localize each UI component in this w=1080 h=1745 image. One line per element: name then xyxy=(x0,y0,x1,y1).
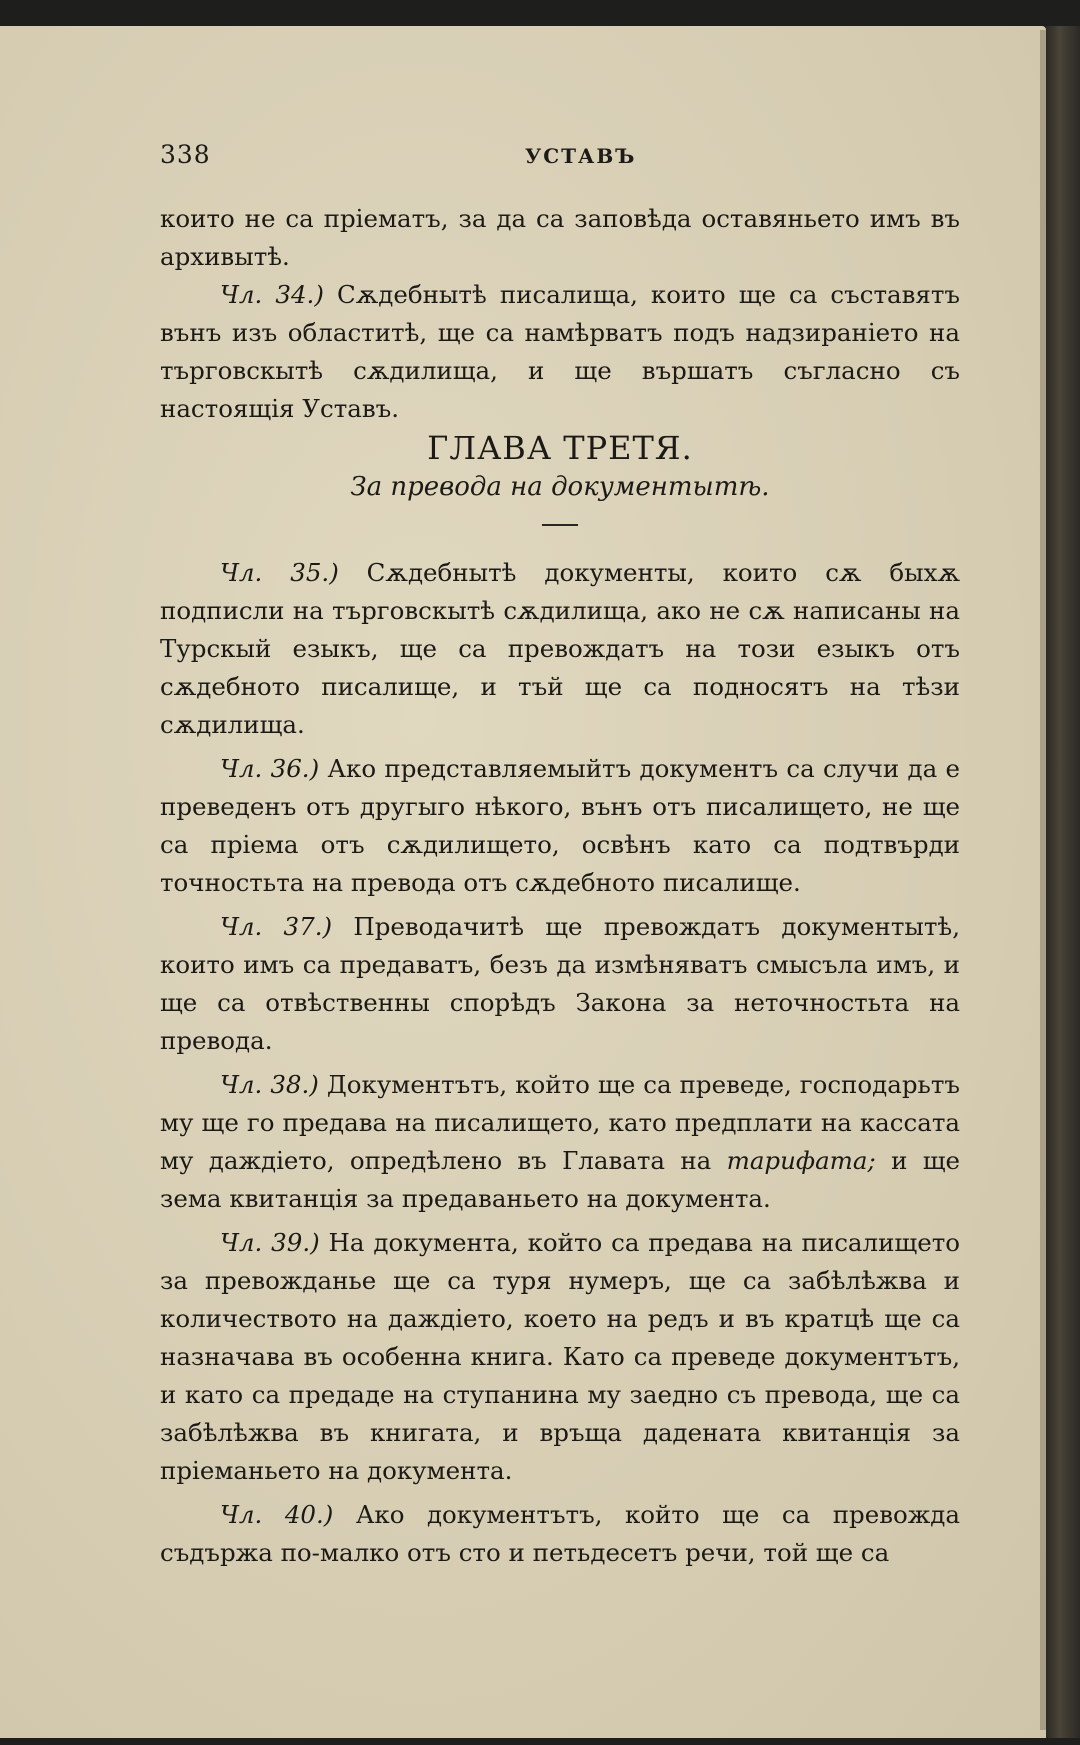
divider xyxy=(542,524,578,526)
article-35-label: Чл. 35.) xyxy=(220,558,339,587)
article-37-label: Чл. 37.) xyxy=(220,912,333,941)
article-35: Чл. 35.) Сѫдебнытѣ документы, които сѫ быхѫ подписли на търговскытѣ сѫдилища, ако не сѫ написаны на Турскый езыкъ, ще са превождатъ на този езыкъ отъ сѫдебното писалище, и тъй ще са подносятъ на тѣзи сѫдилища. xyxy=(160,558,960,739)
page-number: 338 xyxy=(160,140,211,169)
chapter-subtitle: За превода на документытѣ. xyxy=(350,472,770,502)
article-38-label: Чл. 38.) xyxy=(220,1070,319,1099)
article-39: Чл. 39.) На документа, който са предава на писалището за превожданье ще са туря нумеръ, ще са забѣлѣжва и количеството на даждіето, което на редъ и въ кратцѣ ще са назначава въ особенна книга. Като са преведе документътъ, и като са предаде на ступанина му заедно съ превода, ще са забѣлѣжва въ книгата, и връща дадената квитанція за пріеманьето на документа. xyxy=(160,1228,960,1485)
article-34: Чл. 34.) Сѫдебнытѣ писалища, които ще са съставятъ вънъ изъ областитѣ, ще са намѣрватъ подъ надзираніето на търговскытѣ сѫдилища, и ще вършатъ съгласно съ настоящія Уставъ. xyxy=(160,280,961,423)
article-36: Чл. 36.) Ако представляемыйтъ документъ са случи да е преведенъ отъ другыго нѣкого, вънъ отъ писалището, не ще са пріема отъ сѫдилището, освѣнъ като са подтвърди точностьта на превода отъ сѫдебното писалище. xyxy=(160,754,960,897)
running-title: УСТАВЪ xyxy=(525,144,637,168)
article-40-label: Чл. 40.) xyxy=(220,1500,334,1529)
article-36-label: Чл. 36.) xyxy=(220,754,320,783)
continued-paragraph: които не са пріематъ, за да са заповѣда оставяньето имъ въ архивытѣ. xyxy=(160,204,960,271)
chapter-title: ГЛАВА ТРЕТЯ. xyxy=(427,429,693,467)
article-40: Чл. 40.) Ако документътъ, който ще са превожда съдържа по-малко отъ сто и петьдесетъ речи, той ще са xyxy=(160,1500,960,1567)
article-34-label: Чл. 34.) xyxy=(220,280,324,309)
article-39-label: Чл. 39.) xyxy=(220,1228,320,1257)
article-37: Чл. 37.) Преводачитѣ ще превождатъ документытѣ, които имъ са предаватъ, безъ да измѣняватъ смысъла имъ, и ще са отвѣственны спорѣдъ Закона за неточностьта на превода. xyxy=(160,912,960,1055)
book-spine xyxy=(1046,26,1080,1738)
page-header xyxy=(160,140,960,180)
article-38: Чл. 38.) Документътъ, който ще са преведе, господарьтъ му ще го предава на писалището, като предплати на кассата му даждіето, опредѣлено въ Главата на тарифата; и ще зема квитанція за предаваньето на документа. xyxy=(160,1070,960,1213)
page-body xyxy=(160,200,960,1572)
tariff-word: тарифата; xyxy=(726,1146,876,1175)
